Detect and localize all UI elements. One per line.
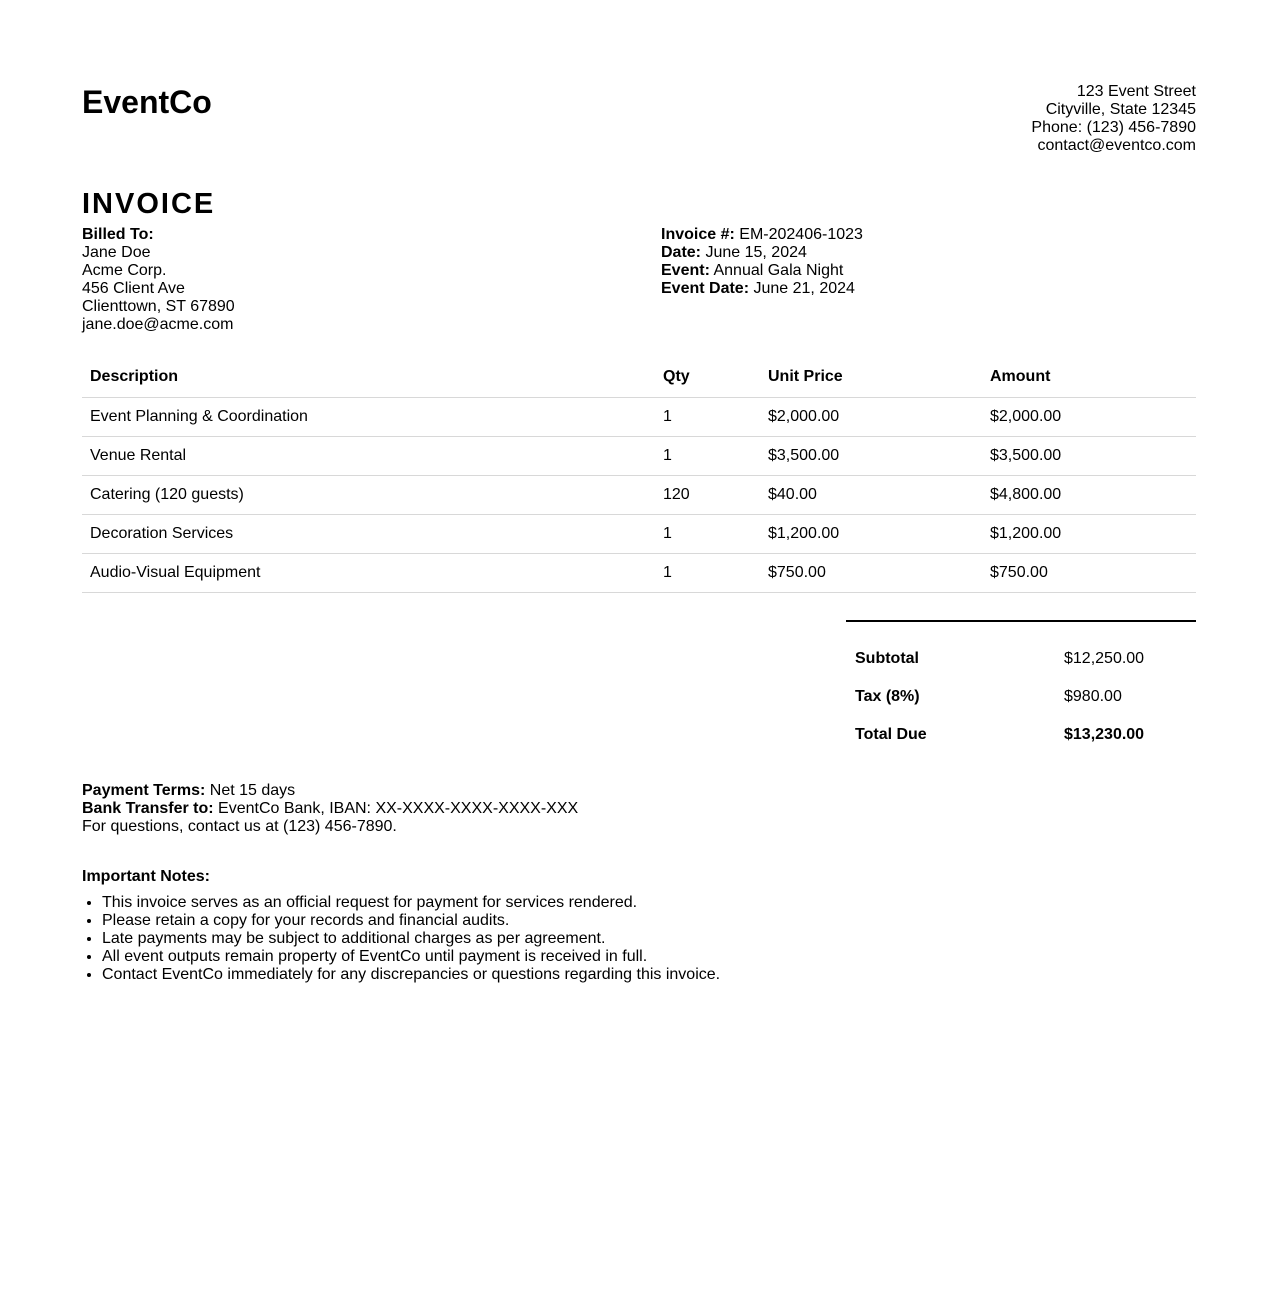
tax-row	[846, 678, 1196, 716]
list-item: • Please retain a copy for your records and financial audits.	[102, 912, 720, 930]
address-email: contact@eventco.com	[1037, 137, 1196, 154]
cell-description: Event Planning & Coordination	[82, 397, 655, 436]
billed-to-label: Billed To:	[82, 226, 154, 243]
event-date-row	[661, 280, 863, 298]
line-items-table	[82, 358, 1196, 593]
cell-description: Audio-Visual Equipment	[82, 553, 655, 592]
table-header-row	[82, 358, 1196, 397]
invoice-title: INVOICE	[82, 188, 216, 220]
address-phone: Phone: (123) 456-7890	[1031, 119, 1196, 136]
meta-label: Date:	[661, 244, 702, 261]
cell-unit-price: $3,500.00	[760, 436, 982, 475]
billed-to-email: jane.doe@acme.com	[82, 316, 234, 333]
cell-amount: $750.00	[982, 553, 1196, 592]
address-city: Cityville, State 12345	[1045, 101, 1196, 118]
bank-transfer-label: Bank Transfer to:	[82, 800, 214, 817]
subtotal-row	[846, 640, 1196, 678]
address-street: 123 Event Street	[1076, 83, 1196, 100]
cell-amount: $1,200.00	[982, 514, 1196, 553]
company-name: EventCo	[82, 84, 212, 120]
list-item: • Late payments may be subject to additional charges as per agreement.	[102, 930, 720, 948]
billed-to-name: Jane Doe	[82, 244, 151, 261]
meta-label: Event Date:	[661, 280, 750, 297]
cell-unit-price: $1,200.00	[760, 514, 982, 553]
meta-value: Annual Gala Night	[713, 262, 844, 279]
cell-unit-price: $750.00	[760, 553, 982, 592]
header-qty: Qty	[655, 358, 760, 397]
billed-to-block	[82, 226, 235, 334]
cell-amount: $2,000.00	[982, 397, 1196, 436]
cell-description: Catering (120 guests)	[82, 475, 655, 514]
total-due-label: Total Due	[855, 726, 927, 743]
cell-qty: 120	[655, 475, 760, 514]
list-item: • Contact EventCo immediately for any discrepancies or questions regarding this invoice.	[102, 966, 720, 984]
cell-description: Venue Rental	[82, 436, 655, 475]
total-due-value: $13,230.00	[1064, 726, 1145, 743]
payment-info	[82, 782, 578, 836]
billed-to-company: Acme Corp.	[82, 262, 167, 279]
invoice-date-row	[661, 244, 863, 262]
cell-qty: 1	[655, 553, 760, 592]
header-unit-price: Unit Price	[760, 358, 982, 397]
invoice-page	[82, 0, 1196, 1300]
cell-qty: 1	[655, 397, 760, 436]
cell-amount: $3,500.00	[982, 436, 1196, 475]
table-row	[82, 436, 1196, 475]
totals-table	[846, 640, 1196, 754]
header-amount: Amount	[982, 358, 1196, 397]
bank-transfer-value: EventCo Bank, IBAN: XX-XXXX-XXXX-XXXX-XXX	[213, 800, 579, 817]
cell-qty: 1	[655, 514, 760, 553]
subtotal-label: Subtotal	[855, 650, 919, 667]
meta-value: June 15, 2024	[705, 244, 807, 261]
header-description: Description	[82, 358, 655, 397]
meta-label: Event:	[661, 262, 710, 279]
meta-value: EM-202406-1023	[739, 226, 863, 243]
tax-label: Tax (8%)	[855, 688, 920, 705]
list-item: • This invoice serves as an official request for payment for services rendered.	[102, 894, 720, 912]
cell-unit-price: $2,000.00	[760, 397, 982, 436]
payment-terms-label: Payment Terms:	[82, 782, 206, 799]
subtotal-value: $12,250.00	[1064, 650, 1145, 667]
list-item: • All event outputs remain property of EventCo until payment is received in full.	[102, 948, 720, 966]
event-row	[661, 262, 863, 280]
billed-to-city: Clienttown, ST 67890	[82, 298, 235, 315]
bank-transfer	[82, 800, 578, 818]
table-row	[82, 397, 1196, 436]
totals-divider	[846, 620, 1196, 622]
meta-label: Invoice #:	[661, 226, 735, 243]
tax-value: $980.00	[1064, 688, 1122, 705]
cell-amount: $4,800.00	[982, 475, 1196, 514]
notes-list	[82, 894, 720, 984]
cell-description: Decoration Services	[82, 514, 655, 553]
notes-heading: Important Notes:	[82, 868, 210, 885]
cell-unit-price: $40.00	[760, 475, 982, 514]
table-row	[82, 475, 1196, 514]
total-due-row	[846, 716, 1196, 754]
payment-terms-value: Net 15 days	[205, 782, 296, 799]
invoice-number-row	[661, 226, 863, 244]
company-address	[1031, 83, 1196, 155]
cell-qty: 1	[655, 436, 760, 475]
table-row	[82, 553, 1196, 592]
table-row	[82, 514, 1196, 553]
payment-terms	[82, 782, 578, 800]
invoice-meta-block	[661, 226, 863, 298]
contact-line: For questions, contact us at (123) 456-7890.	[82, 818, 397, 835]
billed-to-street: 456 Client Ave	[82, 280, 185, 297]
meta-value: June 21, 2024	[753, 280, 855, 297]
